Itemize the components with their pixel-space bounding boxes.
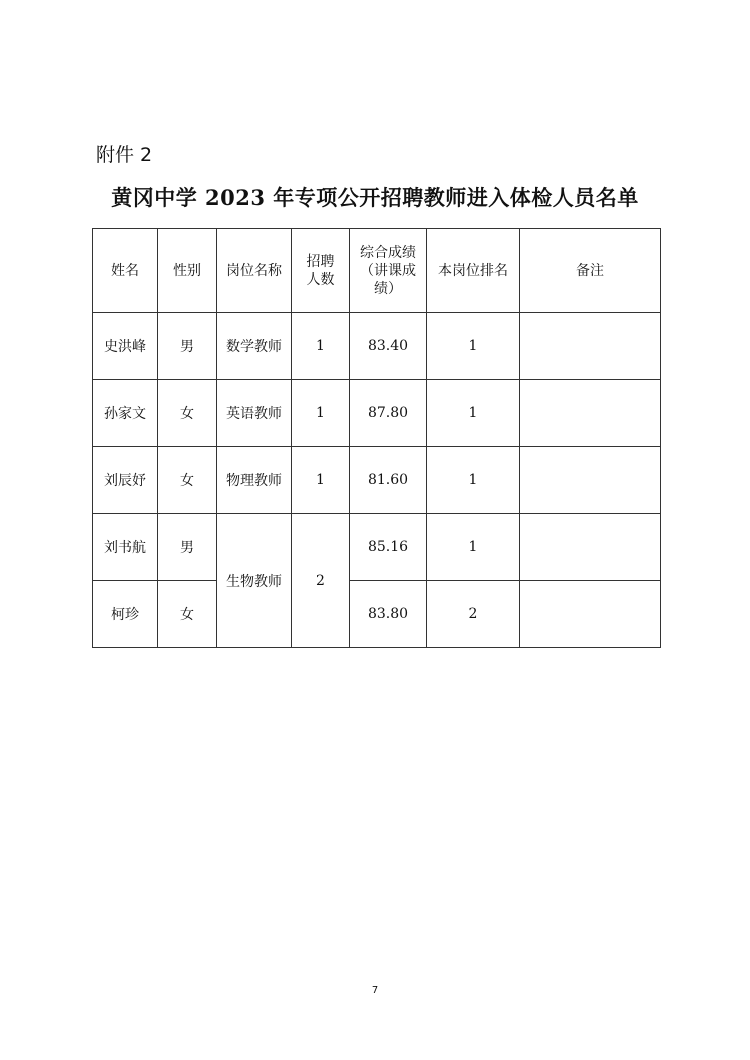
table-header-row bbox=[93, 229, 661, 313]
cell-score: 83.80 bbox=[350, 581, 427, 648]
cell-gender: 女 bbox=[158, 447, 217, 514]
cell-quota: 1 bbox=[292, 313, 350, 380]
header-rank: 本岗位排名 bbox=[427, 229, 520, 313]
cell-quota-merged: 2 bbox=[292, 514, 350, 648]
cell-gender: 女 bbox=[158, 380, 217, 447]
cell-rank: 2 bbox=[427, 581, 520, 648]
cell-remarks bbox=[520, 581, 661, 648]
cell-remarks bbox=[520, 514, 661, 581]
table-row bbox=[93, 380, 661, 447]
page-number: 7 bbox=[371, 985, 379, 996]
document-title: 黄冈中学 2023 年专项公开招聘教师进入体检人员名单 bbox=[111, 185, 639, 210]
cell-rank: 1 bbox=[427, 313, 520, 380]
table-row bbox=[93, 447, 661, 514]
table-row bbox=[93, 581, 661, 648]
cell-gender: 男 bbox=[158, 514, 217, 581]
cell-gender: 男 bbox=[158, 313, 217, 380]
header-gender: 性别 bbox=[158, 229, 217, 313]
header-quota bbox=[292, 229, 350, 313]
cell-rank: 1 bbox=[427, 447, 520, 514]
cell-remarks bbox=[520, 380, 661, 447]
cell-quota: 1 bbox=[292, 380, 350, 447]
header-score bbox=[350, 229, 427, 313]
header-remarks: 备注 bbox=[520, 229, 661, 313]
candidate-table bbox=[92, 228, 661, 648]
cell-score: 83.40 bbox=[350, 313, 427, 380]
cell-position-merged: 生物教师 bbox=[217, 514, 292, 648]
table-row bbox=[93, 514, 661, 581]
cell-name: 刘书航 bbox=[93, 514, 158, 581]
cell-score: 81.60 bbox=[350, 447, 427, 514]
cell-remarks bbox=[520, 447, 661, 514]
header-name: 姓名 bbox=[93, 229, 158, 313]
table-row bbox=[93, 313, 661, 380]
cell-score: 87.80 bbox=[350, 380, 427, 447]
cell-position: 英语教师 bbox=[217, 380, 292, 447]
cell-gender: 女 bbox=[158, 581, 217, 648]
cell-position: 物理教师 bbox=[217, 447, 292, 514]
cell-quota: 1 bbox=[292, 447, 350, 514]
cell-name: 孙家文 bbox=[93, 380, 158, 447]
header-position: 岗位名称 bbox=[217, 229, 292, 313]
header-quota-text: 招聘人数 bbox=[306, 253, 335, 288]
cell-score: 85.16 bbox=[350, 514, 427, 581]
cell-name: 史洪峰 bbox=[93, 313, 158, 380]
cell-rank: 1 bbox=[427, 514, 520, 581]
cell-name: 柯珍 bbox=[93, 581, 158, 648]
attachment-label: 附件 2 bbox=[96, 144, 153, 166]
cell-rank: 1 bbox=[427, 380, 520, 447]
header-score-text: 综合成绩（讲课成绩） bbox=[360, 244, 416, 297]
cell-position: 数学教师 bbox=[217, 313, 292, 380]
cell-remarks bbox=[520, 313, 661, 380]
cell-name: 刘辰妤 bbox=[93, 447, 158, 514]
